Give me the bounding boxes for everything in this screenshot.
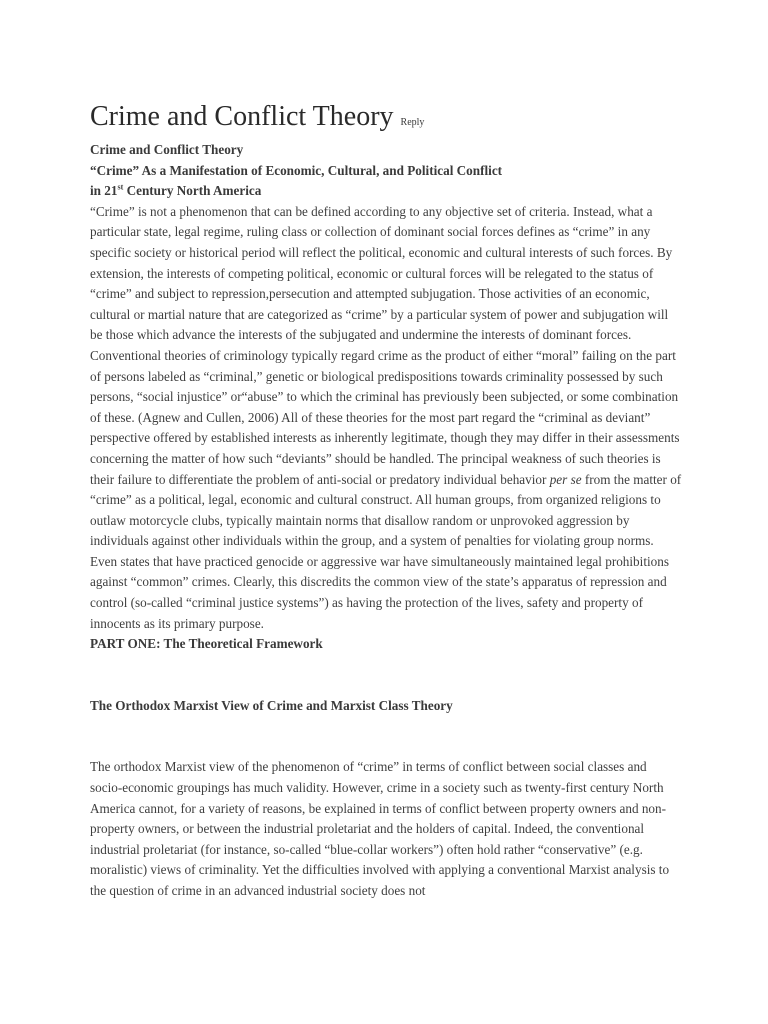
document-page (90, 100, 682, 902)
paragraph-2: The orthodox Marxist view of the phenomenon of “crime” in terms of conflict between social classes and socio-economic groupings has much validity. However, crime in a society such as twenty-first century North America cannot, for a variety of reasons, be explained in terms of conflict between property owners and non-property owners, or between the industrial proletariat and the holders of capital. Indeed, the conventional industrial proletariat (for instance, so-called “blue-collar workers”) often hold rather “conservative” (e.g. moralistic) views of criminality. Yet the difficulties involved with applying a conventional Marxist analysis to the question of crime in an advanced industrial society does not (90, 759, 670, 898)
header-line-3-superscript: st (117, 182, 124, 192)
header-line-3-suffix: Century North America (123, 183, 262, 199)
header-line-1: Crime and Conflict Theory (90, 142, 244, 157)
spacer (90, 655, 682, 696)
spacer (90, 716, 682, 757)
document-title: Crime and Conflict Theory (90, 101, 394, 132)
reply-link[interactable]: Reply (400, 117, 425, 128)
paragraph-1-part-a: “Crime” is not a phenomenon that can be defined according to any objective set of criteria. Instead, what a particular state, legal regime, ruling class or collection of dominant social forces defines as “crime” in any specific society or historical period will reflect the political, economic and cultural interests of such forces. By extension, the interests of competing political, economic or cultural forces will be relegated to the status of “crime” and subject to repression,persecution and attempted subjugation. Those activities of an economic, cultural or martial nature that are categorized as “crime” by a particular system of power and subjugation will be those which advance the interests of the subjugated and undermine the interests of dominant forces. Conventional theories of criminology typically regard crime as the product of either “moral” failing on the part of persons labeled as “criminal,” genetic or biological predispositions towards criminality possessed by such persons, “social injustice” or“abuse” to which the criminal has previously been subjected, or some combination of these. (Agnew and Cullen, 2006) All of these theories for the most part regard the “criminal as deviant” perspective offered by established interests as inherently legitimate, though they may differ in their assessments concerning the matter of how such “deviants” should be handled. The principal weakness of such theories is their failure to differentiate the problem of anti-social or predatory individual behavior (90, 203, 680, 487)
title-row (90, 100, 682, 134)
paragraph-1-italic: per se (549, 471, 582, 487)
paragraph-1-part-b: from the matter of “crime” as a political, legal, economic and cultural construct. All human groups, from organized religions to outlaw motorcycle clubs, typically maintain norms that disallow random or unprovoked aggression by individuals against other individuals within the group, and a system of penalties for violating group norms. Even states that have practiced genocide or aggressive war have simultaneously maintained legal prohibitions against “common” crimes. Clearly, this discredits the common view of the state’s apparatus of repression and control (so-called “criminal justice systems”) as having the protection of the lives, safety and property of innocents as its primary purpose. (90, 471, 682, 631)
paragraph-1 (90, 202, 682, 634)
header-line-3-prefix: in 21 (90, 183, 118, 199)
part-one-heading: PART ONE: The Theoretical Framework (90, 636, 323, 652)
section-heading: The Orthodox Marxist View of Crime and Marxist Class Theory (90, 697, 453, 713)
header-line-2: “Crime” As a Manifestation of Economic, Cultural, and Political Conflict (90, 162, 503, 178)
header-line-3 (90, 181, 682, 202)
